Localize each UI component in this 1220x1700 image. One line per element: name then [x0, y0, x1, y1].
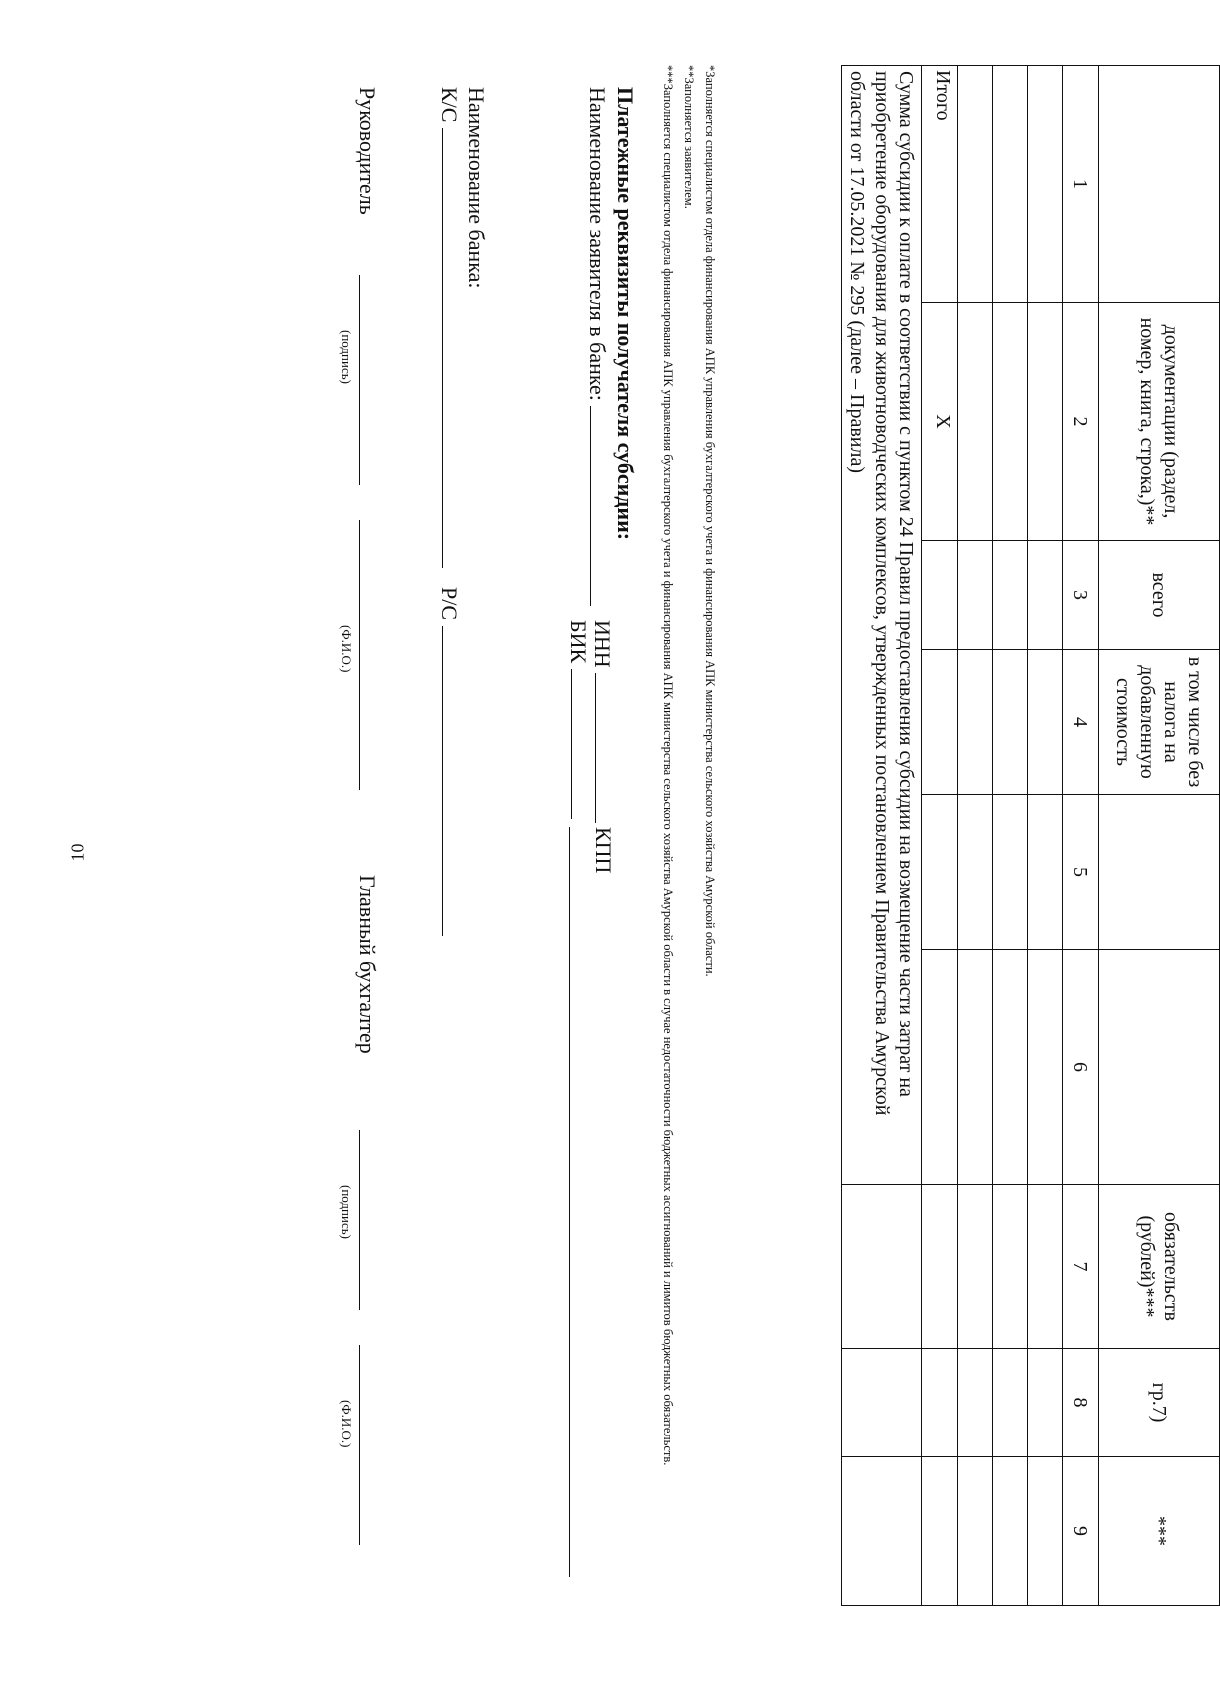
- header-cell-3: всего: [1099, 541, 1220, 650]
- column-number: 3: [1063, 541, 1099, 650]
- table-cell[interactable]: [958, 303, 993, 541]
- column-number: 4: [1063, 650, 1099, 795]
- ks-field: [436, 87, 463, 568]
- column-number: 2: [1063, 303, 1099, 541]
- table-cell[interactable]: [993, 303, 1028, 541]
- total-label: Итого: [922, 66, 958, 303]
- head-name-line[interactable]: [353, 520, 380, 790]
- table-cell[interactable]: [1028, 650, 1063, 795]
- column-number: 8: [1063, 1349, 1099, 1457]
- table-cell[interactable]: [1028, 303, 1063, 541]
- inn-field: [589, 620, 616, 823]
- table-cell[interactable]: [958, 1457, 993, 1606]
- table-cell[interactable]: [922, 1457, 958, 1606]
- table-cell[interactable]: [1028, 541, 1063, 650]
- footnote-3: ***Заполняется специалистом отдела финансирования АПК управления бухгалтерского учета и финансирования АПК министерства сельского хозяйства Амурской области в случае недостаточности бюджетных ассигнований и лимитов бюджетных обязательств.: [661, 65, 676, 1466]
- table-cell[interactable]: [958, 1349, 993, 1457]
- kpp-label: КПП: [591, 827, 616, 874]
- header-cell-7: обязательств (рублей)***: [1099, 1185, 1220, 1349]
- footnote-2: **Заполняется заявителем.: [682, 65, 697, 209]
- bank-name-label: Наименование банка:: [464, 87, 489, 289]
- inn-input-line[interactable]: [595, 673, 616, 823]
- bik-input-line[interactable]: [571, 669, 592, 819]
- table-cell[interactable]: [922, 1349, 958, 1457]
- table-cell[interactable]: [1028, 795, 1063, 950]
- inn-label: ИНН: [590, 620, 615, 668]
- table-cell[interactable]: [993, 950, 1028, 1185]
- table-row: [958, 66, 993, 1606]
- footnote-1: *Заполняется специалистом отдела финансирования АПК управления бухгалтерского учета и финансирования АПК министерства сельского хозяйства Амурской области.: [703, 65, 717, 977]
- table-cell[interactable]: [1028, 1185, 1063, 1349]
- header-cell-9: ***: [1099, 1457, 1220, 1606]
- table-cell[interactable]: [1028, 1349, 1063, 1457]
- table-cell[interactable]: [841, 1185, 921, 1349]
- column-number: 6: [1063, 950, 1099, 1185]
- kpp-input-line[interactable]: [569, 827, 590, 1577]
- table-cell[interactable]: [993, 541, 1028, 650]
- table-cell[interactable]: [993, 1457, 1028, 1606]
- table-cell[interactable]: [958, 66, 993, 303]
- table-cell[interactable]: [958, 795, 993, 950]
- rs-input-line[interactable]: [442, 626, 463, 936]
- header-cell-2: документации (раздел, номер, книга, строка,)**: [1099, 303, 1220, 541]
- ks-input-line[interactable]: [442, 128, 463, 568]
- table-cell[interactable]: [958, 950, 993, 1185]
- table-cell[interactable]: [841, 1349, 921, 1457]
- recipient-input-line[interactable]: [590, 406, 611, 606]
- footnotes: [655, 65, 718, 1605]
- table-row: [993, 66, 1028, 1606]
- accountant-label: Главный бухгалтер: [355, 875, 380, 1054]
- head-name-caption: (Ф.И.О.): [339, 625, 354, 673]
- table-cell[interactable]: [993, 1185, 1028, 1349]
- column-number: 1: [1063, 66, 1099, 303]
- bik-label: БИК: [566, 620, 591, 664]
- header-cell-1: [1099, 66, 1220, 303]
- total-row: [922, 66, 958, 1606]
- column-number-row: [1063, 66, 1099, 1606]
- header-cell-5: [1099, 795, 1220, 950]
- rs-field: [436, 587, 463, 936]
- table-cell[interactable]: [993, 66, 1028, 303]
- requisites-title: Платежные реквизиты получателя субсидии:: [613, 87, 638, 541]
- table-header-row: [1099, 66, 1220, 1606]
- head-signature-line[interactable]: [353, 275, 380, 485]
- total-col2-value: Х: [922, 303, 958, 541]
- table-cell[interactable]: [922, 541, 958, 650]
- kpp-field: [562, 827, 616, 1625]
- table-cell[interactable]: [922, 650, 958, 795]
- table-row: [1028, 66, 1063, 1606]
- column-number: 5: [1063, 795, 1099, 950]
- table-cell[interactable]: [922, 950, 958, 1185]
- header-cell-4: в том числе без налога на добавленную стоимость: [1099, 650, 1220, 795]
- table-cell[interactable]: [958, 1185, 993, 1349]
- accountant-sign-caption: (подпись): [339, 1185, 354, 1239]
- head-label: Руководитель: [355, 87, 380, 215]
- ks-label: К/С: [437, 87, 462, 123]
- rotated-sheet: [175, 65, 1220, 1625]
- table-cell[interactable]: [958, 541, 993, 650]
- subsidy-table: [841, 65, 1220, 1606]
- table-cell[interactable]: [1028, 1457, 1063, 1606]
- accountant-signature-line[interactable]: [353, 1130, 380, 1310]
- header-cell-8: гр.7): [1099, 1349, 1220, 1457]
- recipient-label: Наименование заявителя в банке:: [585, 87, 610, 401]
- head-sign-caption: (подпись): [339, 330, 354, 384]
- table-cell[interactable]: [1028, 950, 1063, 1185]
- column-number: 9: [1063, 1457, 1099, 1606]
- header-cell-6: [1099, 950, 1220, 1185]
- rs-label: Р/С: [437, 587, 462, 621]
- recipient-field: [584, 87, 611, 606]
- page-number: 10: [67, 843, 88, 862]
- column-number: 7: [1063, 1185, 1099, 1349]
- table-cell[interactable]: [841, 1457, 921, 1606]
- subsidy-sum-row: [841, 66, 921, 1606]
- table-cell[interactable]: [1028, 66, 1063, 303]
- table-cell[interactable]: [993, 1349, 1028, 1457]
- accountant-name-caption: (Ф.И.О.): [339, 1400, 354, 1448]
- table-cell[interactable]: [958, 650, 993, 795]
- table-cell[interactable]: [922, 795, 958, 950]
- subsidy-sum-text: Сумма субсидии к оплате в соответствии с пунктом 24 Правил предоставления субсидии на возмещение части затрат на приобретение оборудования для животноводческих комплексов, утвержденных постановлением Правительства Амурской области от 17.05.2021 № 295 (далее – Правила): [841, 66, 921, 1185]
- accountant-name-line[interactable]: [353, 1345, 380, 1545]
- table-cell[interactable]: [922, 1185, 958, 1349]
- bik-field: [565, 620, 592, 819]
- table-cell[interactable]: [993, 795, 1028, 950]
- table-cell[interactable]: [993, 650, 1028, 795]
